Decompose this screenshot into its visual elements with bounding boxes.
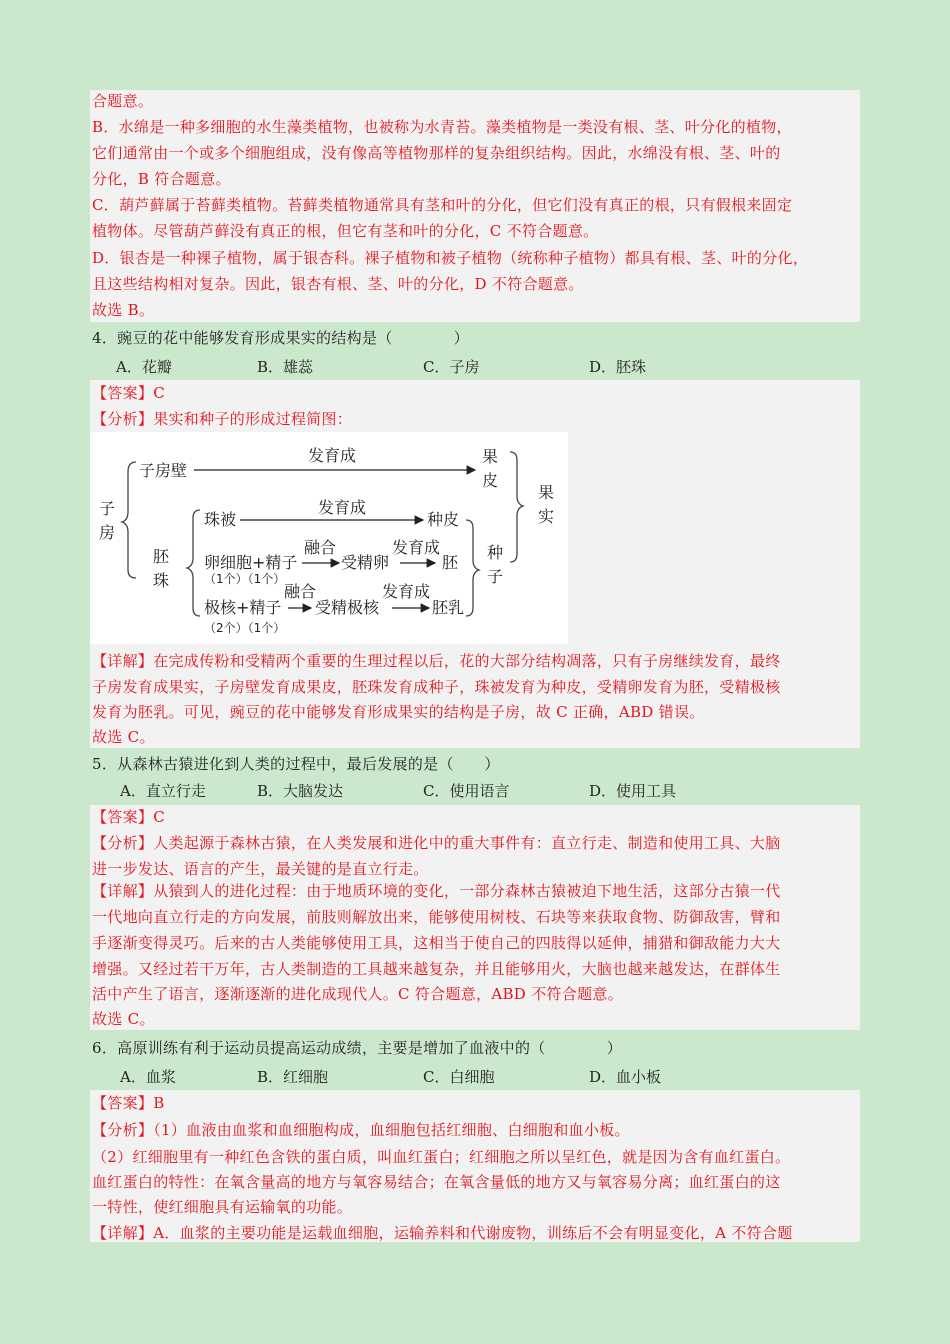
answer-line: 故选 B。 <box>92 301 155 319</box>
svg-text:受精极核: 受精极核 <box>315 598 380 617</box>
svg-text:子: 子 <box>99 499 116 518</box>
q4-detail-line: 故选 C。 <box>92 728 155 746</box>
q6-answer: 【答案】B <box>92 1094 165 1112</box>
q5-detail-line: 增强。又经过若干万年，古人类制造的工具越来越复杂，并且能够用火，大脑也越来越发达，在群体生 <box>92 960 781 978</box>
svg-text:种皮: 种皮 <box>427 510 460 529</box>
q5-analysis-line: 【分析】人类起源于森林古猿，在人类发展和进化中的重大事件有：直立行走、制造和使用工具、大脑 <box>92 834 781 852</box>
svg-text:卵细胞+精子: 卵细胞+精子 <box>204 553 298 572</box>
svg-text:发育成: 发育成 <box>392 538 441 557</box>
answer-line: 分化，B 符合题意。 <box>92 170 231 188</box>
svg-text:受精卵: 受精卵 <box>341 553 390 572</box>
q5-detail-line: 【详解】从猿到人的进化过程：由于地质环境的变化，一部分森林古猿被迫下地生活，这部分古猿一代 <box>92 882 781 900</box>
q4-analysis: 【分析】果实和种子的形成过程简图： <box>92 410 353 428</box>
q5-option-b: B．大脑发达 <box>257 782 344 800</box>
svg-text:实: 实 <box>538 507 555 526</box>
q4-detail-line: 子房发育成果实，子房壁发育成果皮，胚珠发育成种子，珠被发育为种皮，受精卵发育为胚，受精极核 <box>92 678 781 696</box>
question-4-stem: 4．豌豆的花中能够发育形成果实的结构是（ ） <box>92 329 470 347</box>
q4-option-d: D．胚珠 <box>589 358 647 376</box>
q6-option-a: A．血浆 <box>120 1068 176 1086</box>
q4-option-b: B．雄蕊 <box>257 358 314 376</box>
q4-option-c: C．子房 <box>423 358 480 376</box>
q5-detail-line: 活中产生了语言，逐渐逐渐的进化成现代人。C 符合题意，ABD 不符合题意。 <box>92 985 623 1003</box>
fruit-seed-formation-diagram <box>90 432 568 644</box>
svg-text:子房壁: 子房壁 <box>139 461 188 480</box>
svg-text:果: 果 <box>538 483 555 502</box>
q6-analysis-line: 【分析】（1）血液由血浆和血细胞构成，血细胞包括红细胞、白细胞和血小板。 <box>92 1121 630 1139</box>
answer-line: C．葫芦藓属于苔藓类植物。苔藓类植物通常具有茎和叶的分化，但它们没有真正的根，只有假根来固定 <box>92 196 793 214</box>
q6-analysis-line: 血红蛋白的特性：在氧含量高的地方与氧容易结合；在氧含量低的地方又与氧容易分离；血红蛋白的这 <box>92 1173 781 1191</box>
svg-text:（2个）（1个）: （2个）（1个） <box>204 621 286 635</box>
answer-line: 植物体。尽管葫芦藓没有真正的根，但它有茎和叶的分化，C 不符合题意。 <box>92 222 599 240</box>
svg-text:皮: 皮 <box>482 471 499 490</box>
svg-text:子: 子 <box>487 567 504 586</box>
svg-text:发育成: 发育成 <box>382 582 431 601</box>
q6-option-b: B．红细胞 <box>257 1068 329 1086</box>
svg-text:房: 房 <box>99 523 116 542</box>
q5-option-c: C．使用语言 <box>423 782 510 800</box>
svg-text:胚: 胚 <box>153 547 170 566</box>
q4-detail-line: 【详解】在完成传粉和受精两个重要的生理过程以后，花的大部分结构凋落，只有子房继续发育，最终 <box>92 652 781 670</box>
q4-answer: 【答案】C <box>92 384 165 402</box>
svg-text:胚乳: 胚乳 <box>432 598 465 617</box>
svg-text:种: 种 <box>487 543 504 562</box>
svg-text:果: 果 <box>482 447 499 466</box>
answer-line: D．银杏是一种裸子植物，属于银杏科。裸子植物和被子植物（统称种子植物）都具有根、茎、叶的分化， <box>92 249 809 267</box>
q6-analysis-line: （2）红细胞里有一种红色含铁的蛋白质，叫血红蛋白；红细胞之所以呈红色，就是因为含有血红蛋白。 <box>92 1148 791 1166</box>
q6-detail-line: 【详解】A．血浆的主要功能是运载血细胞，运输养料和代谢废物，训练后不会有明显变化，A 不符合题 <box>92 1224 793 1242</box>
svg-text:发育成: 发育成 <box>318 498 367 517</box>
question-6-stem: 6．高原训练有利于运动员提高运动成绩，主要是增加了血液中的（ ） <box>92 1039 623 1057</box>
svg-text:融合: 融合 <box>304 538 337 557</box>
answer-line: 合题意。 <box>92 92 154 110</box>
q5-analysis-line: 进一步发达、语言的产生，最关键的是直立行走。 <box>92 860 429 878</box>
svg-text:珠被: 珠被 <box>204 510 237 529</box>
svg-text:胚: 胚 <box>442 553 459 572</box>
q4-detail-line: 发育为胚乳。可见，豌豆的花中能够发育形成果实的结构是子房，故 C 正确，ABD 错误。 <box>92 703 705 721</box>
q5-detail-line: 手逐渐变得灵巧。后来的古人类能够使用工具，这相当于使自己的四肢得以延伸，捕猎和御敌能力大大 <box>92 934 781 952</box>
answer-line: 它们通常由一个或多个细胞组成，没有像高等植物那样的复杂组织结构。因此，水绵没有根、茎、叶的 <box>92 144 781 162</box>
q6-option-c: C．白细胞 <box>423 1068 495 1086</box>
answer-line: 且这些结构相对复杂。因此，银杏有根、茎、叶的分化，D 不符合题意。 <box>92 275 584 293</box>
svg-text:发育成: 发育成 <box>308 446 357 465</box>
q5-detail-line: 故选 C。 <box>92 1010 155 1028</box>
q5-option-a: A．直立行走 <box>120 782 206 800</box>
q6-option-d: D．血小板 <box>589 1068 662 1086</box>
question-5-stem: 5．从森林古猿进化到人类的过程中，最后发展的是（ ） <box>92 755 500 773</box>
svg-text:融合: 融合 <box>284 582 317 601</box>
svg-text:珠: 珠 <box>153 571 170 590</box>
q6-analysis-line: 一特性，使红细胞具有运输氧的功能。 <box>92 1198 353 1216</box>
svg-text:（1个）（1个）: （1个）（1个） <box>204 572 286 586</box>
q5-option-d: D．使用工具 <box>589 782 677 800</box>
q5-answer: 【答案】C <box>92 808 165 826</box>
answer-line: B．水绵是一种多细胞的水生藻类植物，也被称为水青苔。藻类植物是一类没有根、茎、叶分化的植物， <box>92 118 792 136</box>
q5-detail-line: 一代地向直立行走的方向发展，前肢则解放出来，能够使用树枝、石块等来获取食物、防御敌害，臂和 <box>92 908 781 926</box>
svg-text:极核+精子: 极核+精子 <box>204 598 282 617</box>
q4-option-a: A．花瓣 <box>116 358 172 376</box>
